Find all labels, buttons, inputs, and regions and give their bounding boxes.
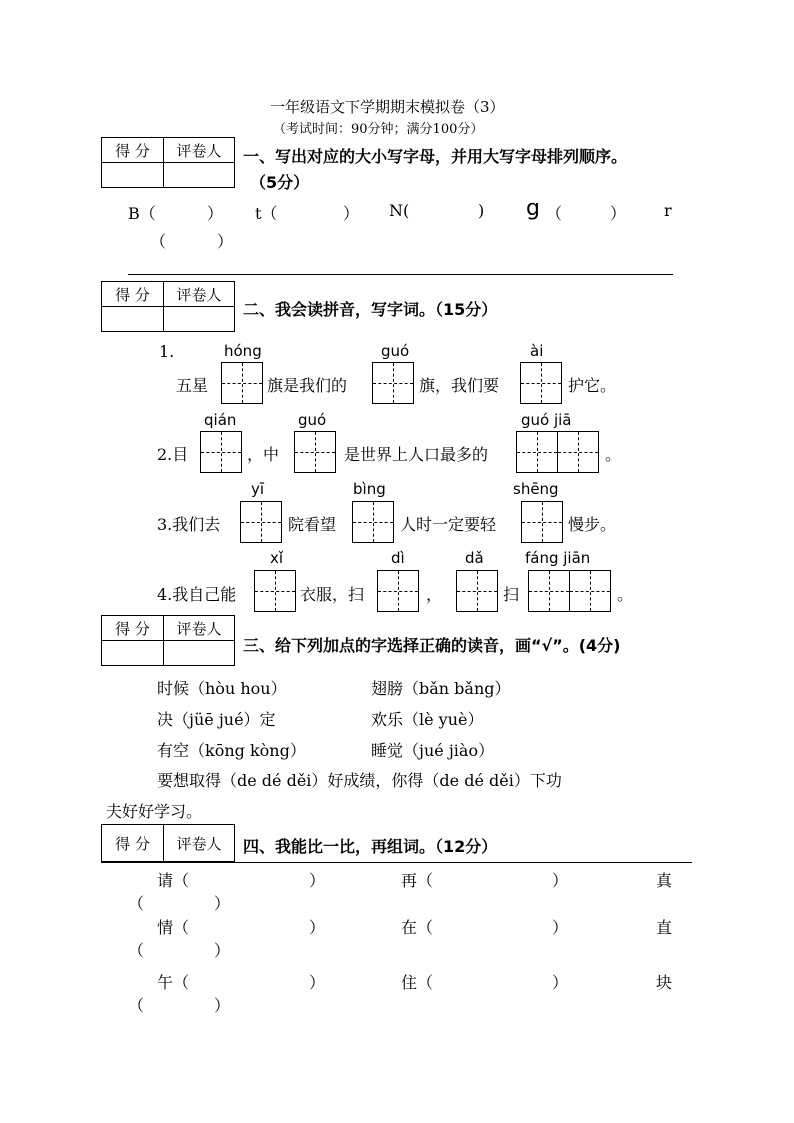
s4-item: （ xyxy=(128,996,145,1015)
pinyin-label: shēng xyxy=(513,480,559,498)
score-cell xyxy=(102,641,164,666)
tian-grid-box[interactable] xyxy=(456,570,498,612)
s4-item: ） xyxy=(309,973,326,992)
s4-item: （ xyxy=(128,941,145,960)
s1-item: （ xyxy=(150,232,167,251)
q3-text: 慢步。 xyxy=(568,515,617,534)
s1-item: N( xyxy=(389,201,410,220)
pinyin-label: guó xyxy=(298,411,327,429)
page-subtitle: （考试时间：90分钟；满分100分） xyxy=(273,122,484,137)
q2-text: 2.目 xyxy=(157,445,189,464)
q3-text: 人时一定要轻 xyxy=(400,515,497,534)
s4-item: 请（ xyxy=(157,871,190,890)
tian-grid-box[interactable] xyxy=(221,362,263,404)
score-label: 得 分 xyxy=(102,138,164,163)
s4-item: ） xyxy=(214,996,231,1015)
s4-item: ） xyxy=(552,871,569,890)
answer-line xyxy=(128,274,673,275)
s4-item: ） xyxy=(309,918,326,937)
q3-text: 院看望 xyxy=(288,515,337,534)
s4-item: 情（ xyxy=(157,918,190,937)
s4-item: （ xyxy=(128,894,145,913)
section1-heading: 一、写出对应的大小写字母，并用大写字母排列顺序。 xyxy=(243,147,628,166)
tian-grid-box[interactable] xyxy=(240,501,282,543)
q3-text: 3.我们去 xyxy=(157,515,221,534)
s1-item: （ xyxy=(546,204,563,223)
s1-item: ） xyxy=(217,232,234,251)
section2-heading: 二、我会读拼音，写字词。（15分） xyxy=(243,300,498,319)
q1-text: 五星 xyxy=(176,376,209,395)
section4-heading: 四、我能比一比，再组词。（12分） xyxy=(243,837,498,856)
grader-label: 评卷人 xyxy=(164,616,235,641)
pinyin-label: yī xyxy=(251,480,265,498)
s4-item: 块 xyxy=(656,973,673,992)
grader-cell xyxy=(164,163,235,188)
s4-item: ） xyxy=(214,894,231,913)
q1-text: 护它。 xyxy=(568,376,617,395)
score-label: 得 分 xyxy=(102,282,164,307)
q1-text: 旗，我们要 xyxy=(419,376,500,395)
s4-item: 直 xyxy=(656,918,673,937)
grader-label: 评卷人 xyxy=(164,138,235,163)
score-label: 得 分 xyxy=(102,616,164,641)
s1-item: B（ xyxy=(128,204,156,223)
s3-item: 翅膀（bǎn bǎng） xyxy=(371,679,511,698)
score-cell xyxy=(102,307,164,332)
tian-grid-box[interactable] xyxy=(372,362,414,404)
tian-grid-box[interactable] xyxy=(520,362,562,404)
q4-text: ， xyxy=(426,585,443,604)
s1-item: r xyxy=(664,201,672,220)
q2-text: 是世界上人口最多的 xyxy=(344,445,489,464)
section1-points: （5分） xyxy=(250,173,310,192)
s4-item: 午（ xyxy=(157,973,190,992)
grader-cell xyxy=(164,641,235,666)
s4-item: ） xyxy=(552,918,569,937)
s3-item: 有空（kōng kòng） xyxy=(157,741,306,760)
q2-text: 。 xyxy=(605,445,622,464)
s1-item: ） xyxy=(207,204,224,223)
pinyin-label: guó xyxy=(381,342,410,360)
s4-item: 在（ xyxy=(401,918,434,937)
tian-grid-box[interactable] xyxy=(528,570,570,612)
q4-text: 扫 xyxy=(503,585,520,604)
q1-text: 旗是我们的 xyxy=(267,376,348,395)
grader-cell xyxy=(164,307,235,332)
tian-grid-box[interactable] xyxy=(294,431,336,473)
tian-grid-box[interactable] xyxy=(200,431,242,473)
tian-grid-box[interactable] xyxy=(557,431,599,473)
score-box xyxy=(101,615,235,666)
pinyin-label: xǐ xyxy=(270,549,284,567)
s4-item: 再（ xyxy=(401,871,434,890)
s1-item: t（ xyxy=(255,204,278,223)
q4-text: 衣服，扫 xyxy=(300,585,365,604)
pinyin-label: fáng jiān xyxy=(525,549,591,567)
pinyin-label: guó jiā xyxy=(521,411,572,429)
q2-text: ，中 xyxy=(247,445,280,464)
pinyin-label: dì xyxy=(391,549,405,567)
s4-item: ） xyxy=(552,973,569,992)
pinyin-label: hóng xyxy=(224,342,262,360)
q4-text: 4.我自己能 xyxy=(157,585,237,604)
tian-grid-box[interactable] xyxy=(521,501,563,543)
page-title: 一年级语文下学期期末模拟卷（3） xyxy=(270,98,505,116)
score-cell xyxy=(102,163,164,188)
s4-item: ） xyxy=(214,941,231,960)
pinyin-label: qián xyxy=(204,411,237,429)
score-label: 得 分 xyxy=(102,825,164,862)
s3-item: 欢乐（lè yuè） xyxy=(371,710,484,729)
section3-heading: 三、给下列加点的字选择正确的读音，画“√”。(4分) xyxy=(243,636,621,655)
q4-text: 。 xyxy=(617,585,634,604)
s4-item: ） xyxy=(309,871,326,890)
s3-item: 夫好好学习。 xyxy=(106,802,203,821)
tian-grid-box[interactable] xyxy=(352,501,394,543)
grader-label: 评卷人 xyxy=(164,282,235,307)
tian-grid-box[interactable] xyxy=(516,431,558,473)
s3-item: 时候（hòu hou） xyxy=(157,679,287,698)
s4-item: 住（ xyxy=(401,973,434,992)
grader-label: 评卷人 xyxy=(164,825,235,862)
s3-item: 要想取得（de dé děi）好成绩，你得（de dé děi）下功 xyxy=(157,771,562,790)
s4-item: 真 xyxy=(656,871,673,890)
s1-item: ） xyxy=(343,204,360,223)
tian-grid-box[interactable] xyxy=(254,570,296,612)
s3-item: 决（jüē jué）定 xyxy=(157,710,276,729)
score-box xyxy=(101,824,235,862)
score-box xyxy=(101,137,235,188)
s1-item: ) xyxy=(478,201,485,220)
s3-item: 睡觉（jué jiào） xyxy=(371,741,495,760)
s1-item: g xyxy=(526,196,540,221)
q1-number: 1. xyxy=(159,342,175,361)
pinyin-label: bìng xyxy=(353,480,386,498)
tian-grid-box[interactable] xyxy=(377,570,419,612)
score-box xyxy=(101,281,235,332)
section-rule xyxy=(101,862,692,863)
pinyin-label: ài xyxy=(530,342,544,360)
pinyin-label: dǎ xyxy=(465,549,484,567)
tian-grid-box[interactable] xyxy=(569,570,611,612)
s1-item: ） xyxy=(610,204,627,223)
